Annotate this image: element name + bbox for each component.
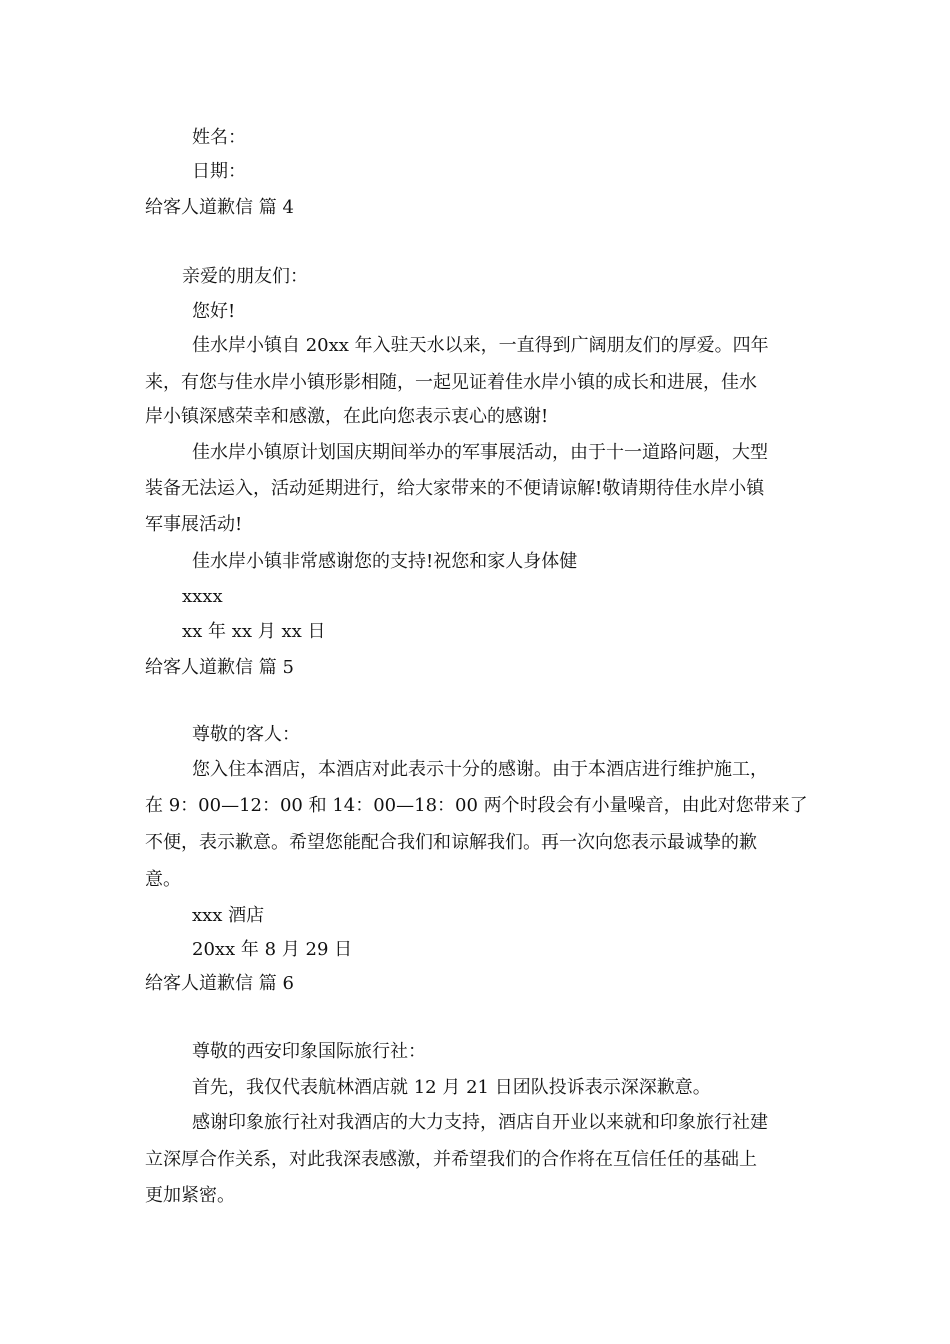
letter-5-paragraph-1-line-4: 意。: [145, 869, 181, 890]
name-label: 姓名：: [192, 127, 246, 148]
letter-5-signature: xxx 酒店: [192, 905, 265, 926]
letter-4-heading: 给客人道歉信 篇 4: [145, 197, 294, 218]
letter-4-paragraph-3: 佳水岸小镇非常感谢您的支持!祝您和家人身体健: [192, 551, 578, 572]
letter-6-paragraph-2-line-3: 更加紧密。: [145, 1185, 235, 1206]
letter-4-paragraph-2-line-1: 佳水岸小镇原计划国庆期间举办的军事展活动，由于十一道路问题，大型: [192, 442, 768, 463]
letter-4-paragraph-1-line-3: 岸小镇深感荣幸和感激，在此向您表示衷心的感谢!: [145, 406, 549, 427]
letter-6-paragraph-2-line-1: 感谢印象旅行社对我酒店的大力支持，酒店自开业以来就和印象旅行社建: [192, 1112, 768, 1133]
letter-6-paragraph-2-line-2: 立深厚合作关系，对此我深表感激，并希望我们的合作将在互信任任的基础上: [145, 1149, 757, 1170]
letter-5-paragraph-1-line-3: 不便，表示歉意。希望您能配合我们和谅解我们。再一次向您表示最诚挚的歉: [145, 832, 757, 853]
letter-5-salutation: 尊敬的客人：: [192, 724, 300, 745]
letter-4-paragraph-1-line-1: 佳水岸小镇自 20xx 年入驻天水以来，一直得到广阔朋友们的厚爱。四年: [192, 335, 769, 356]
letter-4-signature: xxxx: [182, 586, 223, 607]
letter-4-paragraph-2-line-2: 装备无法运入，活动延期进行，给大家带来的不便请谅解!敬请期待佳水岸小镇: [145, 478, 765, 499]
letter-4-date: xx 年 xx 月 xx 日: [182, 621, 326, 642]
letter-6-heading: 给客人道歉信 篇 6: [145, 973, 294, 994]
letter-5-paragraph-1-line-2: 在 9：00—12：00 和 14：00—18：00 两个时段会有小量噪音，由此对您带来了: [145, 795, 808, 816]
letter-5-paragraph-1-line-1: 您入住本酒店，本酒店对此表示十分的感谢。由于本酒店进行维护施工，: [192, 759, 768, 780]
date-label: 日期：: [192, 161, 246, 182]
letter-5-date: 20xx 年 8 月 29 日: [192, 939, 353, 960]
letter-4-paragraph-1-line-2: 来，有您与佳水岸小镇形影相随，一起见证着佳水岸小镇的成长和进展，佳水: [145, 372, 757, 393]
letter-6-salutation: 尊敬的西安印象国际旅行社：: [192, 1041, 426, 1062]
letter-4-paragraph-2-line-3: 军事展活动!: [145, 514, 243, 535]
letter-6-paragraph-1: 首先，我仅代表航林酒店就 12 月 21 日团队投诉表示深深歉意。: [192, 1077, 711, 1098]
letter-5-heading: 给客人道歉信 篇 5: [145, 657, 294, 678]
letter-4-salutation: 亲爱的朋友们：: [182, 266, 308, 287]
letter-4-greeting: 您好!: [192, 301, 236, 322]
